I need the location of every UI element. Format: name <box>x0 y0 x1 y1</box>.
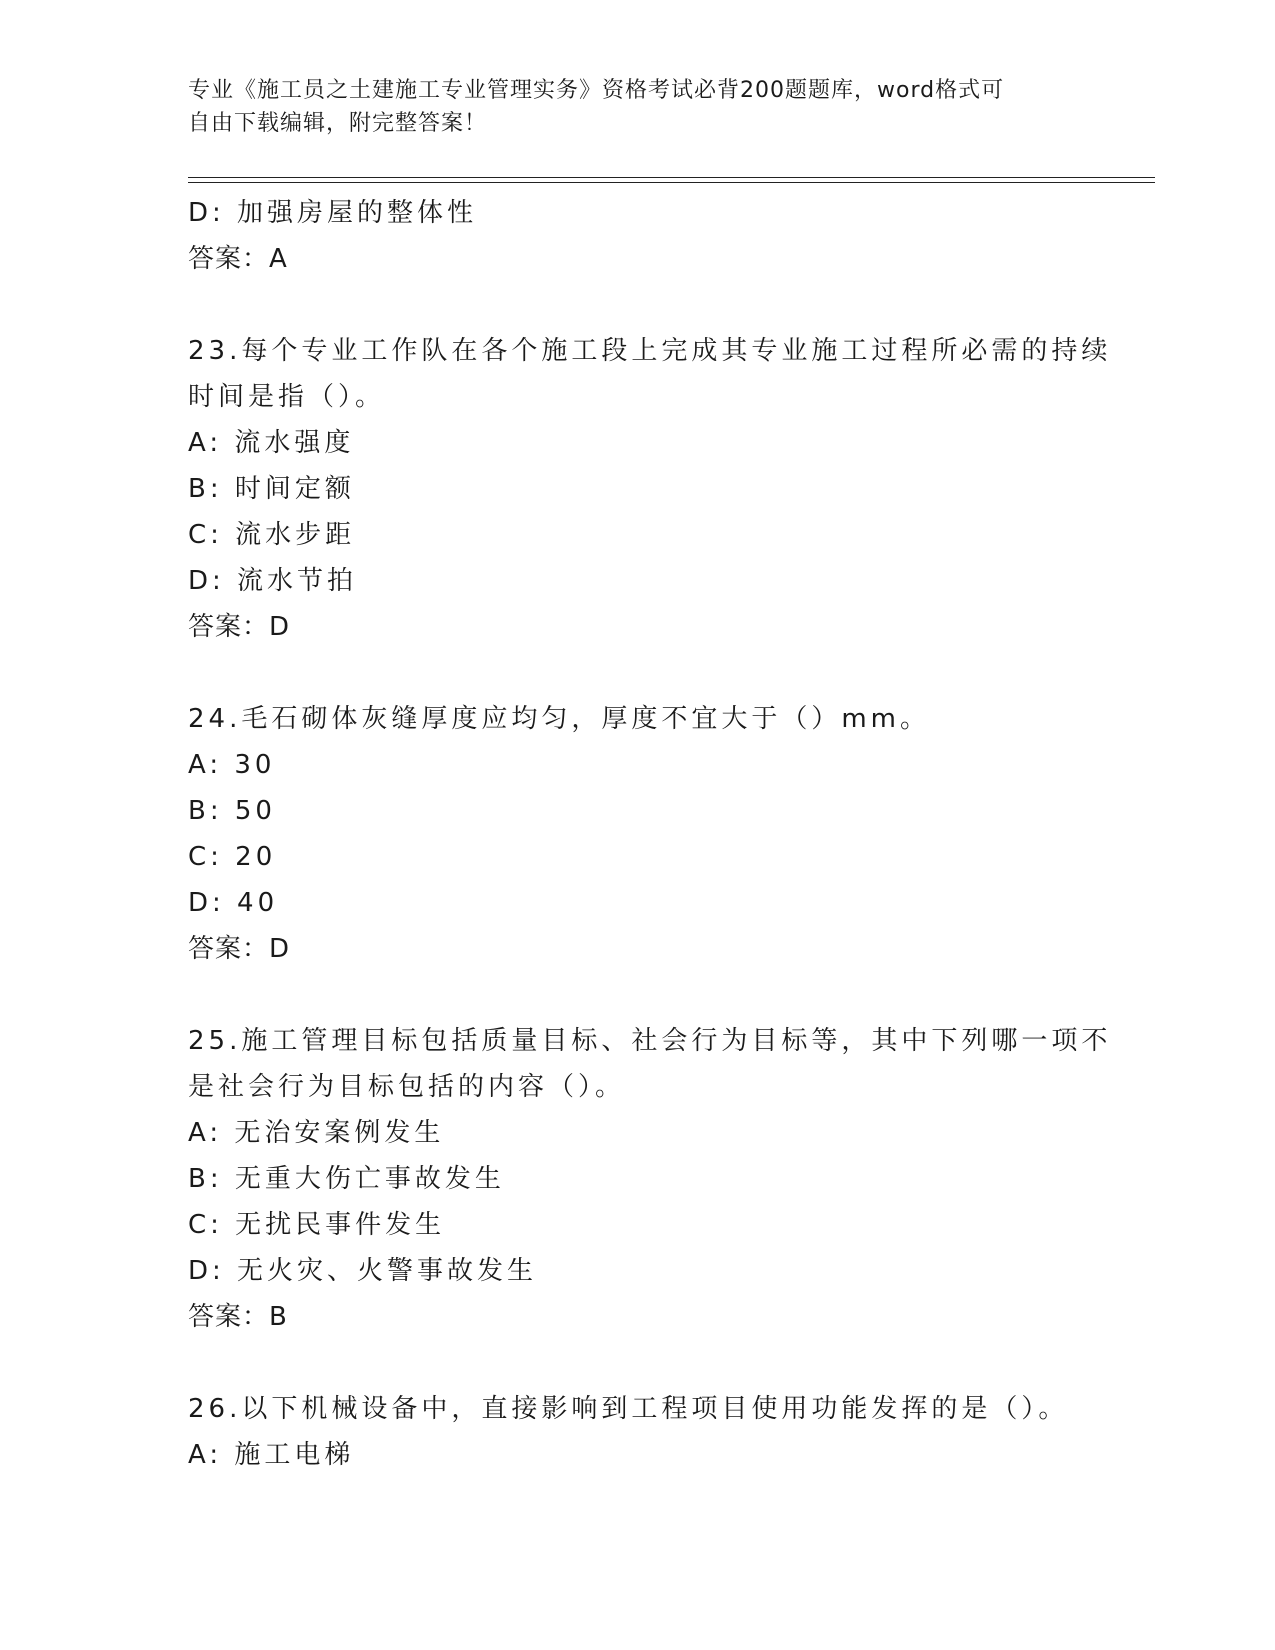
answer-label: 答案：A <box>188 244 288 274</box>
question-25 <box>188 1018 1112 1340</box>
question-25-stem-line-2: 是社会行为目标包括的内容（）。 <box>188 1072 626 1102</box>
document-header <box>188 74 1068 140</box>
option-d: D: 无火灾、火警事故发生 <box>188 1256 538 1286</box>
option-d: D: 40 <box>188 888 279 918</box>
header-title-line-2: 自由下载编辑，附完整答案！ <box>188 111 488 136</box>
option-b: B: 时间定额 <box>188 474 355 504</box>
option-b: B: 50 <box>188 796 276 826</box>
question-23 <box>188 328 1112 650</box>
question-23-stem-line-2: 时间是指（）。 <box>188 382 386 412</box>
option-b: B: 无重大伤亡事故发生 <box>188 1164 505 1194</box>
header-divider-top <box>188 177 1155 178</box>
option-a: A: 30 <box>188 750 276 780</box>
question-26 <box>188 1386 1088 1478</box>
question-22-tail <box>188 190 1088 282</box>
option-a: A: 无治安案例发生 <box>188 1118 445 1148</box>
question-23-stem-line-1: 23.每个专业工作队在各个施工段上完成其专业施工过程所必需的持续 <box>188 336 1112 366</box>
question-24-stem: 24.毛石砌体灰缝厚度应均匀，厚度不宜大于（）mm。 <box>188 704 931 734</box>
option-c: C: 无扰民事件发生 <box>188 1210 446 1240</box>
question-list <box>188 190 1112 1478</box>
option-a: A: 流水强度 <box>188 428 355 458</box>
option-c: C: 流水步距 <box>188 520 356 550</box>
answer-label: 答案：B <box>188 1302 288 1332</box>
header-title-line-1: 专业《施工员之土建施工专业管理实务》资格考试必背200题题库，word格式可 <box>188 78 1005 103</box>
option-a: A: 施工电梯 <box>188 1440 355 1470</box>
option-d: D: 流水节拍 <box>188 566 358 596</box>
question-26-stem: 26.以下机械设备中，直接影响到工程项目使用功能发挥的是（）。 <box>188 1394 1069 1424</box>
header-divider-bottom <box>188 182 1155 183</box>
answer-label: 答案：D <box>188 612 291 642</box>
option-c: C: 20 <box>188 842 277 872</box>
answer-label: 答案：D <box>188 934 291 964</box>
question-25-stem-line-1: 25.施工管理目标包括质量目标、社会行为目标等，其中下列哪一项不 <box>188 1026 1112 1056</box>
option-d: D: 加强房屋的整体性 <box>188 198 478 228</box>
question-24 <box>188 696 1088 972</box>
